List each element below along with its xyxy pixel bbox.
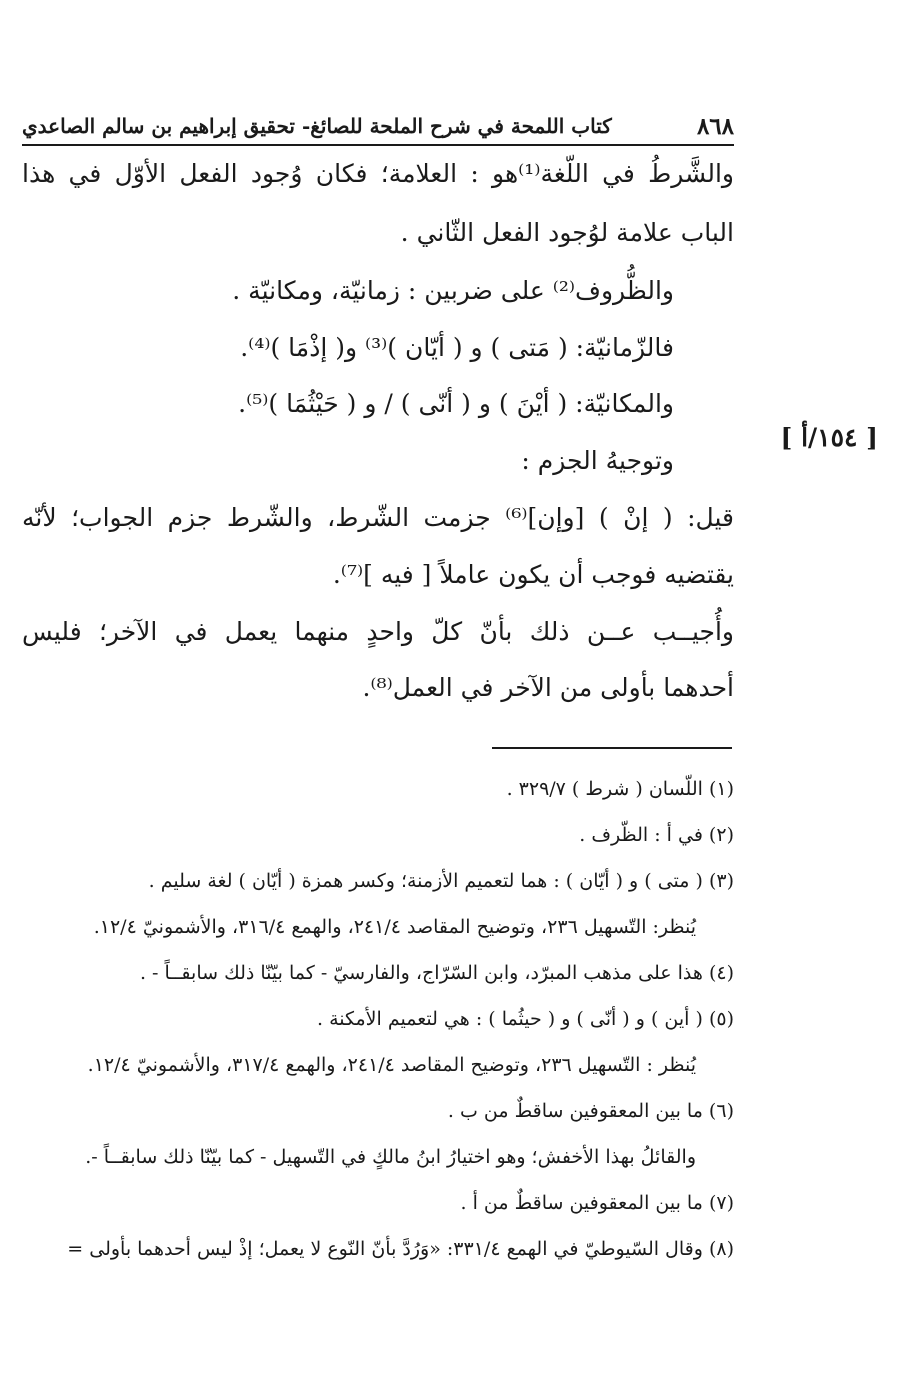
page-number: ٨٦٨ [696, 112, 734, 140]
body-line: يقتضيه فوجب أن يكون عاملاً [ فيه ]⁽⁷⁾. [332, 560, 734, 589]
book-title: كتاب اللمحة في شرح الملحة للصائغ- تحقيق إبراهيم بن سالم الصاعدي [22, 114, 612, 138]
footnote-continuation: يُنظر: التّسهيل ٢٣٦، وتوضيح المقاصد ٢٤١/٤، والهمع ٣١٦/٤، والأشمونيّ ١٢/٤. [93, 916, 696, 938]
body-line: قيل: ( إنْ ) [وإن]⁽⁶⁾ جزمت الشّرط، والشّرط جزم الجواب؛ لأنّه [22, 503, 734, 532]
footnote: (٥) ( أين ) و ( أنّى ) و ( حيثُما ) : هي لتعميم الأمكنة . [317, 1008, 734, 1030]
body-line: والمكانيّة: ( أيْنَ ) و ( أنّى ) / و ( حَيْثُمَا )⁽⁵⁾. [238, 389, 674, 418]
footnote: (٨) وقال السّيوطيّ في الهمع ٣٣١/٤: «وَرُدَّ بأنّ النّوع لا يعمل؛ إذْ ليس أحدهما بأولى = [67, 1238, 734, 1260]
footnote-continuation: يُنظر : التّسهيل ٢٣٦، وتوضيح المقاصد ٢٤١/٤، والهمع ٣١٧/٤، والأشمونيّ ١٢/٤. [87, 1054, 696, 1076]
body-line: وأُجيــب عــن ذلك بأنّ كلّ واحدٍ منهما يعمل في الآخر؛ فليس [22, 617, 734, 646]
running-header [22, 108, 734, 144]
header-divider [22, 144, 734, 146]
footnote: (٤) هذا على مذهب المبرّد، وابن السّرّاج، والفارسيّ - كما بيّنّا ذلك سابقــاً - . [139, 962, 734, 984]
footnote: (١) اللّسان ( شرط ) ٣٢٩/٧ . [506, 778, 734, 800]
body-line: والشَّرطُ في اللّغة⁽¹⁾هو : العلامة؛ فكان وُجود الفعل الأوّل في هذا [22, 159, 734, 188]
body-line: الباب علامة لوُجود الفعل الثّاني . [400, 218, 734, 247]
footnote: (٣) ( متى ) و ( أيّان ) : هما لتعميم الأزمنة؛ وكسر همزة ( أيّان ) لغة سليم . [148, 870, 734, 892]
footnote-divider [492, 747, 732, 749]
footnote: (٦) ما بين المعقوفين ساقطٌ من ب . [447, 1100, 734, 1122]
body-line: وتوجيهُ الجزم : [521, 446, 674, 475]
footnote: (٢) في أ : الظّرف . [579, 824, 734, 846]
footnote-continuation: والقائلُ بهذا الأخفش؛ وهو اختيارُ ابنُ مالكٍ في التّسهيل - كما بيّنّا ذلك سابقــاً -. [85, 1146, 696, 1168]
manuscript-folio-reference: [ ١٥٤/أ ] [780, 423, 878, 452]
body-line: فالزّمانيّة: ( مَتى ) و ( أيّان )⁽³⁾ و( إذْمَا )⁽⁴⁾. [240, 333, 674, 362]
body-line: أحدهما بأولى من الآخر في العمل⁽⁸⁾. [362, 673, 734, 702]
footnote: (٧) ما بين المعقوفين ساقطٌ من أ . [460, 1192, 734, 1214]
body-line: والظُّروف⁽²⁾ على ضربين : زمانيّة، ومكانيّة . [232, 276, 674, 305]
